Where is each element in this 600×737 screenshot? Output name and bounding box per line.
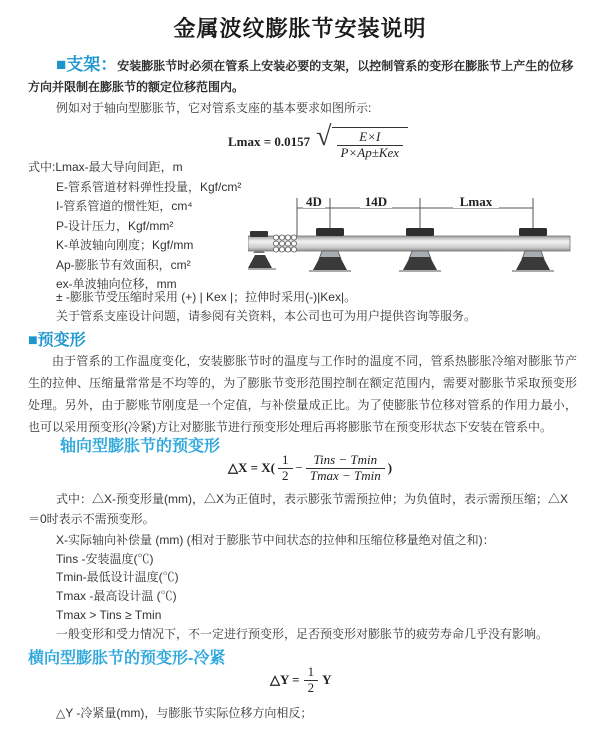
lmax-formula [228, 121, 408, 161]
definition-item: I-管系管道的惯性矩，cm⁴ [56, 199, 193, 213]
fraction-denominator: 2 [307, 679, 315, 695]
axial-definitions-list [56, 531, 576, 643]
support-lead-paragraph [28, 54, 576, 98]
fraction-numerator: 1 [278, 453, 293, 469]
definition-item: ex-单波轴向位移，mm [56, 277, 177, 291]
bellows [273, 235, 296, 252]
radical [316, 121, 408, 161]
axial-definition-item: Tmin-最低设计温度(℃) [56, 570, 179, 585]
lateral-subheading: 横向型膨胀节的预变形-冷紧 [28, 650, 226, 667]
definition-item: K-单波轴向刚度；Kgf/mm [56, 238, 194, 252]
lmax-fraction [337, 130, 404, 161]
lmax-fraction-numerator: E×I [337, 130, 404, 146]
fraction-denominator: Tmax − Tmin [309, 467, 381, 483]
lateral-coldtight-formula [270, 665, 331, 696]
predeform-paragraph: 由于管系的工作温度变化，安装膨胀节时的温度与工作时的温度不同，管系热膨胀冷缩对膨胀节产生的拉伸、压缩量常常是不均等的，为了膨胀节变形范围控制在额定范围内，需要对膨胀节采取预变形处理。另外，由于膨账节刚度是一个定值，与补偿量成正比。为了使膨胀节位移对管系的作用力最小，也可以采用预变形(冷紧)方让对膨胀节进行预变形处理后再将膨胀节在预变形状态下安装在管系中。 [28, 354, 577, 434]
dim-label-4d: 4D [306, 194, 322, 209]
axial-definition-item: X-实际轴向补偿量 (mm) (相对于膨胀节中间状态的拉伸和压缩位移量绝对值之和)： [56, 533, 495, 547]
one-half-fraction [278, 453, 293, 484]
one-half-fraction [304, 665, 319, 696]
radical-sign: √ [316, 121, 332, 152]
definition-item: E-管系管道材料弹性投量，Kgf/cm² [56, 179, 242, 194]
fraction-denominator: 2 [282, 467, 289, 483]
support-section-heading: ■支架： [56, 55, 118, 74]
service-note: 关于管系支座设计问题，请参阅有关资料，本公司也可为用户提供咨询等服务。 [56, 309, 477, 323]
dim-label-lmax: Lmax [459, 194, 493, 209]
minus-sign: − [295, 460, 303, 476]
dim-label-14d: 14D [364, 194, 388, 209]
pipe-support-diagram [248, 191, 588, 287]
axial-definition-item: Tins -安装温度(℃) [56, 551, 154, 566]
predeform-section-heading: ■预变形 [28, 332, 86, 349]
definition-item: P-设计压力，Kgf/mm² [56, 218, 174, 233]
temperature-fraction [306, 453, 385, 484]
support-example-paragraph: 例如对于轴向型膨胀节，它对管系支座的基本要求如图所示: [56, 101, 372, 115]
axial-predeform-formula [228, 453, 392, 484]
radicand [332, 127, 409, 161]
lmax-formula-lhs: Lmax = 0.0157 [228, 134, 311, 150]
axial-definition-item: Tmax > Tins ≥ Tmin [56, 607, 162, 622]
dimension-labels [303, 194, 499, 209]
axial-definition-paragraph: 式中：△X-预变形量(mm)，△X为正值时，表示膨张节需预拉伸；为负值时，表示需预压缩；△X＝0时表示不需预变形。 [28, 492, 568, 526]
pm-sign-note: ± -膨胀节受压缩时采用 (+) | Kex |；拉伸时采用(-)|Kex|。 [56, 290, 357, 304]
definition-item: Ap-膨胀节有效面积，cm² [56, 257, 191, 272]
fraction-numerator: 1 [304, 665, 319, 681]
fraction-numerator: Tins − Tmin [306, 453, 385, 469]
dy-formula-rhs: Y [322, 672, 332, 688]
page-title: 金属波纹膨胀节安装说明 [173, 16, 427, 41]
lateral-definition-line: △Y -冷紧量(mm)，与膨胀节实际位移方向相反； [56, 706, 313, 720]
axial-definition-item: Tmax -最高设计温 (℃) [56, 589, 177, 604]
dx-formula-lhs: △X = X( [228, 460, 276, 476]
support-lead-text: 安装膨胀节时必须在管系上安装必要的支架，以控制管系的变形在膨胀节上产生的位移方向并限制在膨胀节的额定位移范围内。 [28, 59, 574, 94]
axial-subheading: 轴向型膨胀节的预变形 [60, 438, 221, 455]
axial-definition-item: 一般变形和受力情况下，不一定进行预变形，足否预变形对膨胀节的疲劳寿命几乎没有影响。 [56, 626, 549, 641]
definition-item: 式中:Lmax-最大导向间距，m [28, 160, 183, 174]
dx-formula-rhs: ) [387, 460, 393, 476]
pipe-support-diagram-svg [248, 191, 588, 287]
dy-formula-lhs: △Y = [270, 672, 300, 688]
lmax-fraction-denominator: P×Ap±Kex [340, 144, 400, 160]
